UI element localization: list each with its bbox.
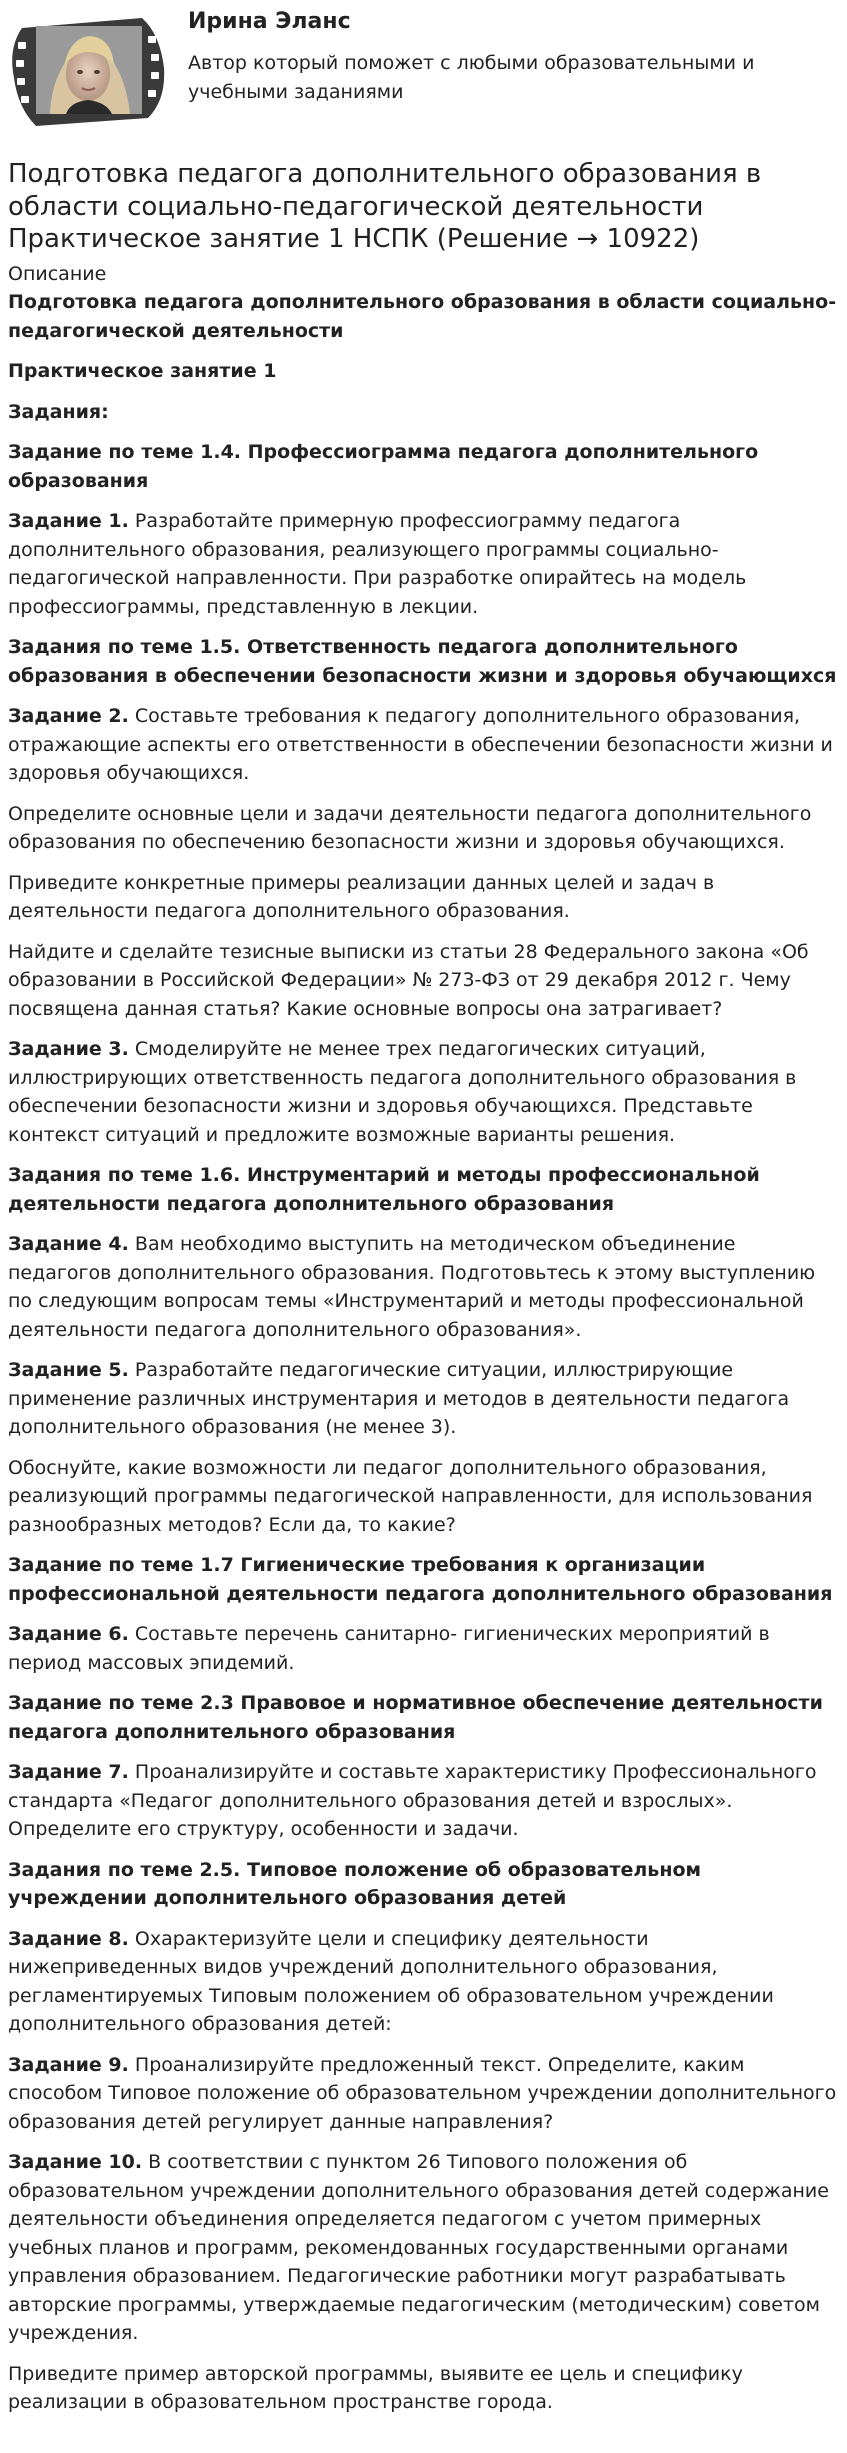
task-text: В соответствии с пунктом 26 Типового положения об образовательном учреждении дополнительного образования детей содержание деятельности объединения определяется педагогом с учетом примерных учебных планов и программ, рекомендованных государственными органами управления образованием. Педагогические работники могут разрабатывать авторские программы, утверждаемые педагогическим (методическим) советом учреждения.: [8, 2151, 829, 2344]
page-title: Подготовка педагога дополнительного образования в области социально-педагогической деятельности Практическое занятие 1 НСПК (Решение → 10922): [8, 159, 762, 254]
author-description: Автор который поможет с любыми образовательными и учебными заданиями: [188, 51, 755, 104]
task-paragraph: [8, 1620, 837, 1677]
text-paragraph: Найдите и сделайте тезисные выписки из статьи 28 Федерального закона «Об образовании в Российской Федерации» № 273-ФЗ от 29 декабря 2012 г. Чему посвящена данная статья? Какие основные вопросы она затрагивает?: [8, 940, 809, 1020]
section-heading: Практическое занятие 1: [8, 360, 277, 382]
task-paragraph: [8, 2148, 837, 2348]
task-text: Охарактеризуйте цели и специфику деятельности нижеприведенных видов учреждений дополнительного образования, регламентируемых Типовым положением об образовательном учреждении дополнительного образования детей:: [8, 1927, 774, 2035]
section-heading: Задания:: [8, 400, 109, 423]
task-text: Проанализируйте и составьте характеристику Профессионального стандарта «Педагог дополнительного образования детей и взрослых». Определите его структуру, особенности и задачи.: [8, 1761, 817, 1840]
text-paragraph: Приведите пример авторской программы, выявите ее цель и специфику реализации в образовательном пространстве города.: [8, 2362, 743, 2413]
task-paragraph: [8, 1925, 837, 2039]
section-heading: Задания по теме 2.5. Типовое положение об образовательном учреждении дополнительного образования детей: [8, 1858, 702, 1909]
author-card: [8, 8, 837, 148]
task-label: Задание 9.: [8, 2053, 129, 2076]
task-paragraph: [8, 507, 837, 621]
task-paragraph: [8, 2051, 837, 2137]
description-content: [8, 288, 837, 2417]
task-label: Задание 2.: [8, 705, 129, 727]
section-heading: Задания по теме 1.5. Ответственность педагога дополнительного образования в обеспечении безопасности жизни и здоровья обучающихся: [8, 636, 837, 687]
author-info: [188, 8, 788, 107]
text-paragraph: Обоснуйте, какие возможности ли педагог дополнительного образования, реализующий программы педагогической направленности, для использования разнообразных методов? Если да, то какие?: [8, 1456, 813, 1536]
task-text: Вам необходимо выступить на методическом объединение педагогов дополнительного образования. Подготовьтесь к этому выступлению по следующим вопросам темы «Инструментарий и методы профессиональной деятельности педагога дополнительного образования».: [8, 1233, 816, 1341]
task-text: Смоделируйте не менее трех педагогических ситуаций, иллюстрирующих ответственность педагога дополнительного образования в обеспечении безопасности жизни и здоровья обучающихся. Представьте контекст ситуаций и предложите возможные варианты решения.: [8, 1038, 797, 1146]
text-paragraph: Приведите конкретные примеры реализации данных целей и задач в деятельности педагога дополнительного образования.: [8, 871, 715, 922]
task-label: Задание 3.: [8, 1038, 129, 1060]
section-heading: Задание по теме 2.3 Правовое и нормативное обеспечение деятельности педагога дополнительного образования: [8, 1692, 823, 1743]
description-label: Описание: [8, 262, 107, 285]
section-heading: Задание по теме 1.7 Гигиенические требования к организации профессиональной деятельности педагога дополнительного образования: [8, 1554, 833, 1605]
task-paragraph: [8, 1758, 837, 1844]
section-heading: Задания по теме 1.6. Инструментарий и методы профессиональной деятельности педагога дополнительного образования: [8, 1164, 760, 1215]
task-label: Задание 4.: [8, 1233, 129, 1255]
task-text: Составьте требования к педагогу дополнительного образования, отражающие аспекты его ответственности в обеспечении безопасности жизни и здоровья обучающихся.: [8, 705, 833, 784]
section-heading: Задание по теме 1.4. Профессиограмма педагога дополнительного образования: [8, 441, 759, 492]
task-text: Разработайте примерную профессиограмму педагога дополнительного образования, реализующего программы социально-педагогической направленности. При разработке опирайтесь на модель профессиограммы, представленную в лекции.: [8, 510, 747, 618]
task-label: Задание 8.: [8, 1927, 129, 1950]
task-label: Задание 1.: [8, 510, 129, 532]
task-paragraph: [8, 1356, 837, 1442]
task-paragraph: [8, 702, 837, 788]
avatar[interactable]: [8, 8, 168, 134]
task-label: Задание 6.: [8, 1623, 129, 1645]
task-paragraph: [8, 1035, 837, 1149]
author-name[interactable]: Ирина Эланс: [188, 9, 351, 34]
task-text: Разработайте педагогические ситуации, иллюстрирующие применение различных инструментария и методов в деятельности педагога дополнительного образования (не менее 3).: [8, 1359, 790, 1438]
task-text: Составьте перечень санитарно- гигиенических мероприятий в период массовых эпидемий.: [8, 1623, 770, 1674]
task-text: Проанализируйте предложенный текст. Определите, каким способом Типовое положение об образовательном учреждении дополнительного образования детей регулирует данные направления?: [8, 2053, 837, 2133]
section-heading: Подготовка педагога дополнительного образования в области социально-педагогической деятельности: [8, 291, 837, 342]
text-paragraph: Определите основные цели и задачи деятельности педагога дополнительного образования по обеспечению безопасности жизни и здоровья обучающихся.: [8, 802, 812, 853]
task-paragraph: [8, 1230, 837, 1344]
task-label: Задание 7.: [8, 1761, 129, 1783]
task-label: Задание 10.: [8, 2151, 143, 2173]
task-label: Задание 5.: [8, 1359, 129, 1381]
film-strip-avatar-icon: [8, 8, 168, 134]
